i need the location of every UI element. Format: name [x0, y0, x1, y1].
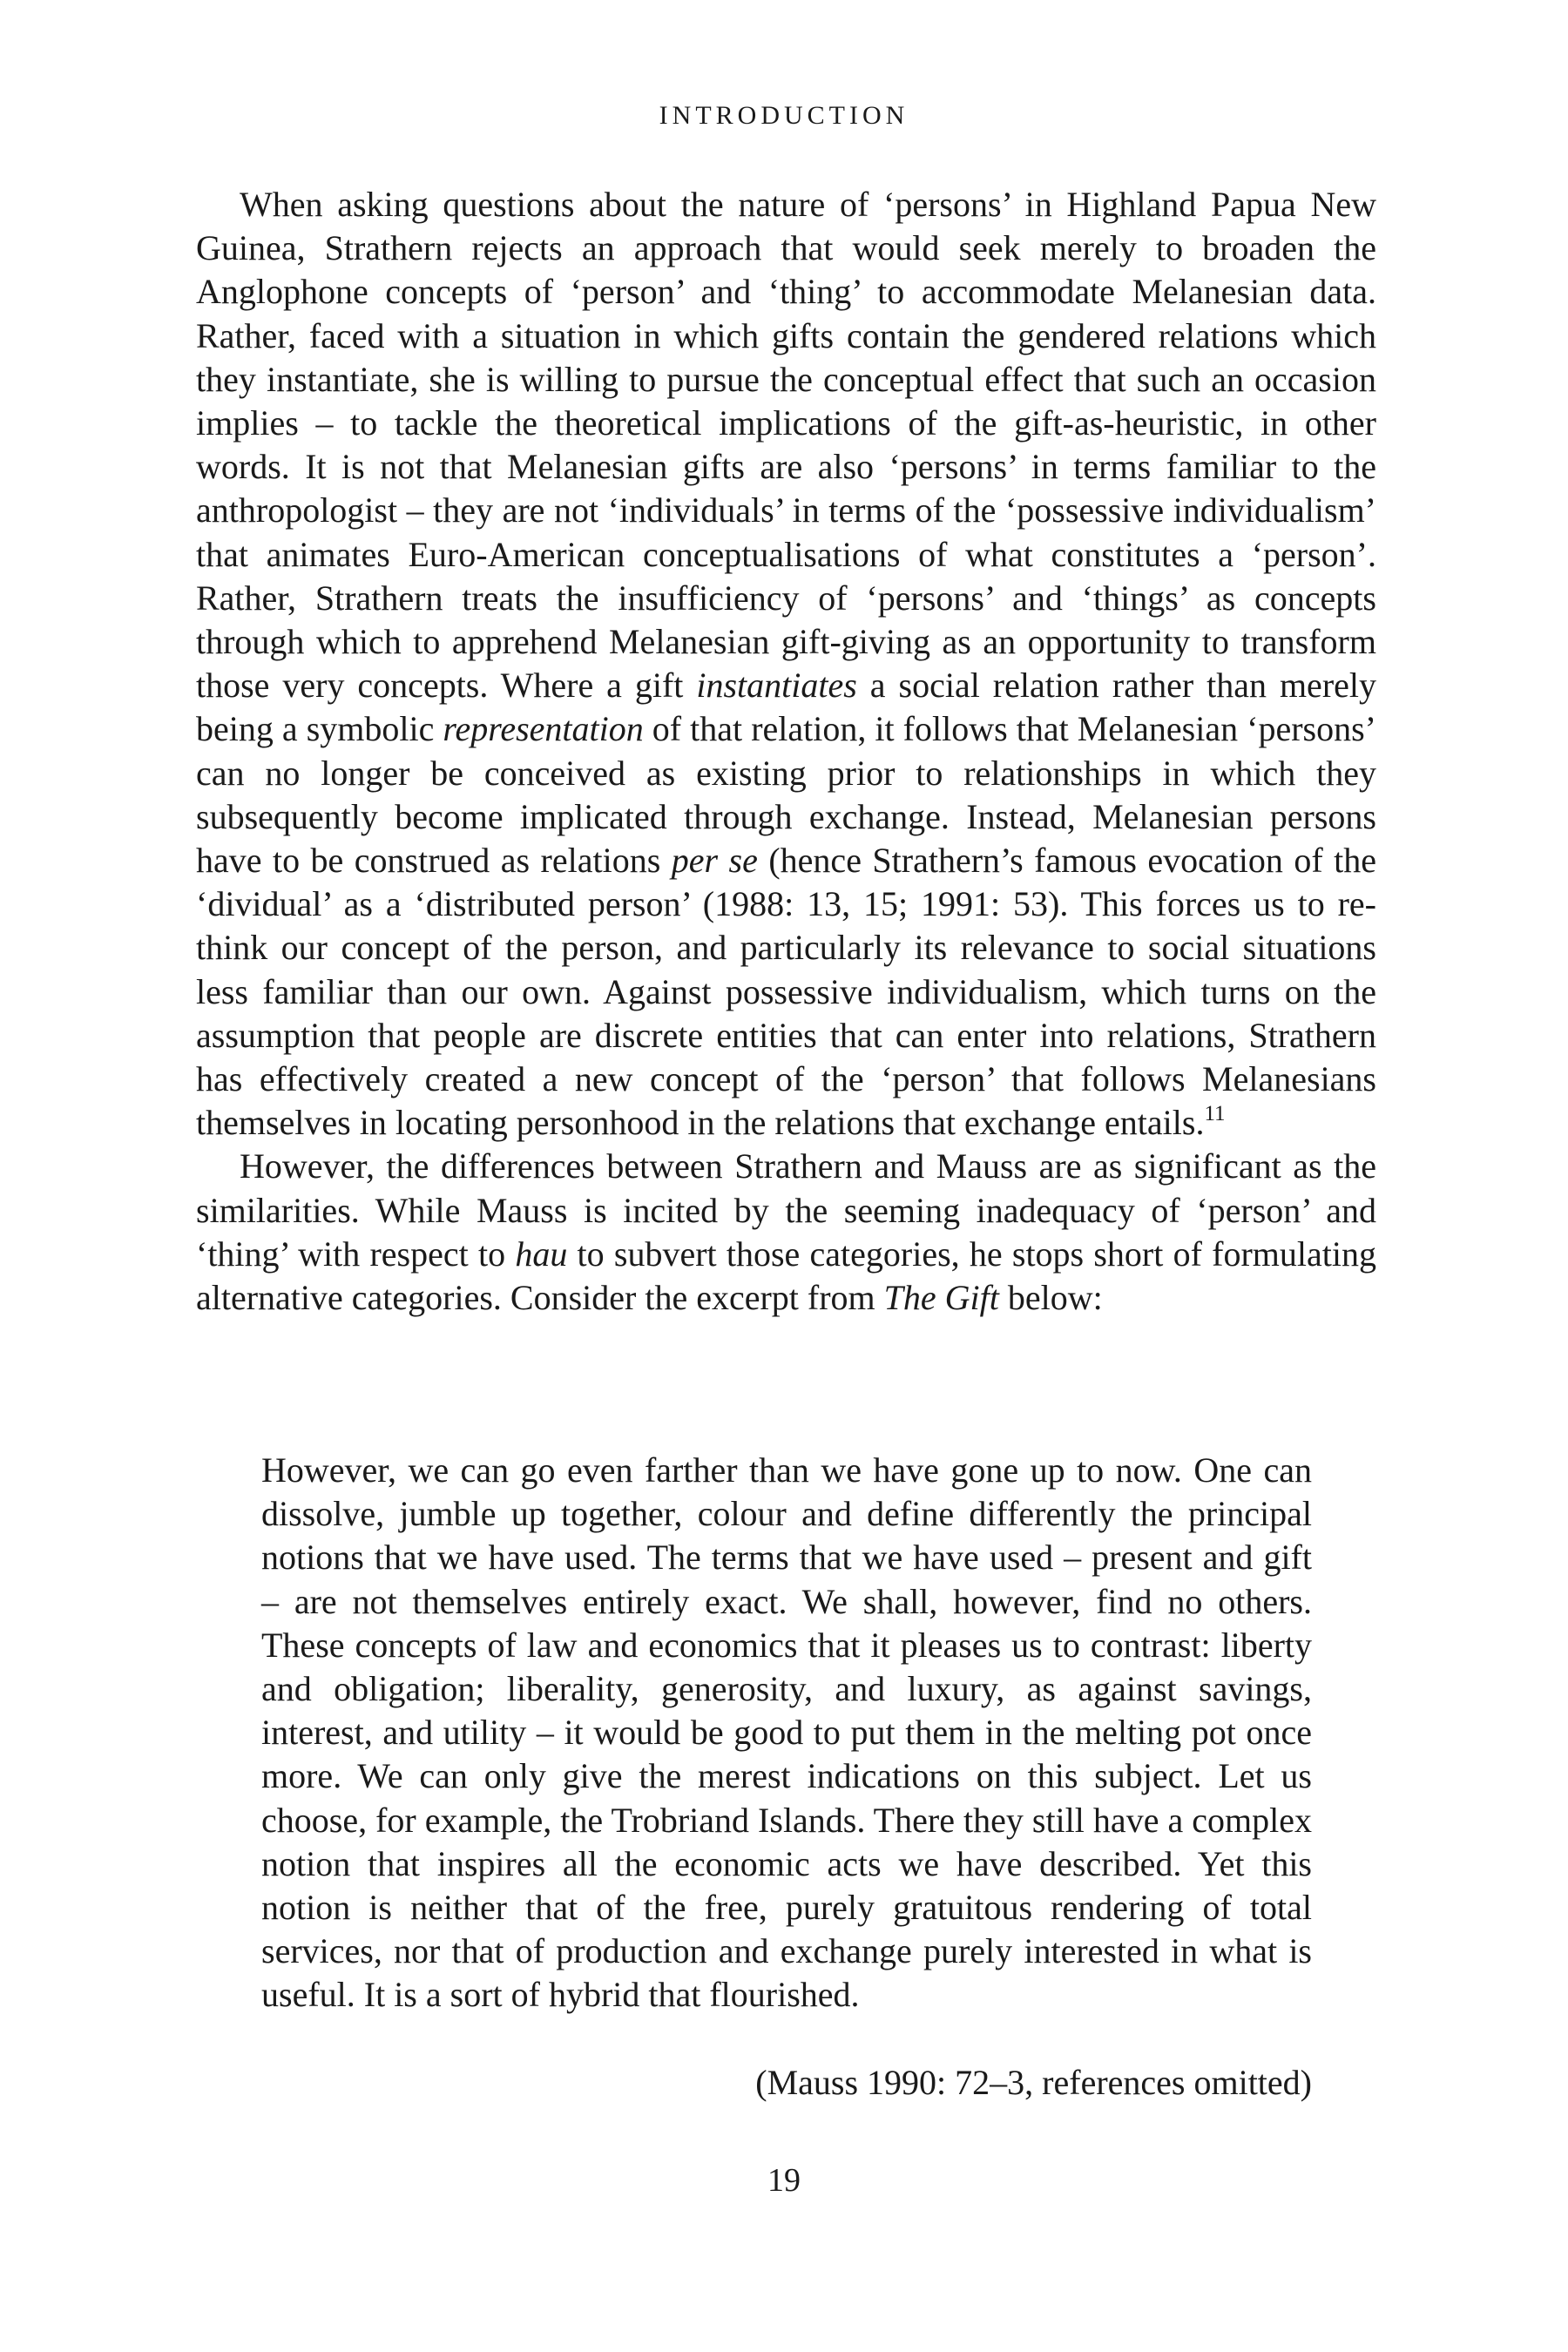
paragraph-text: a social relation rather than merely being a symbolic	[196, 666, 1376, 749]
paragraph-text: of that relation, it follows that Melanesian ‘persons’ can no longer be conceived as existing prior to relationships in which they subsequently become implicated through exchange. Instead, Melanesian persons have to be construed as relations	[196, 709, 1377, 881]
body-text	[196, 183, 1376, 1320]
quote-citation: (Mauss 1990: 72–3, references omitted)	[755, 2063, 1312, 2102]
paragraph-text: below:	[998, 1278, 1103, 1318]
paragraph-strathern-persons	[196, 183, 1376, 1145]
italic-term: per se	[671, 841, 758, 881]
paragraph-text: to subvert those categories, he stops short of formulating alternative categories. Consider the excerpt from	[196, 1233, 1376, 1318]
italic-term: representation	[443, 709, 644, 749]
footnote-marker[interactable]: 11	[1204, 1102, 1226, 1126]
paragraph-text: However, the differences between Strathern and Mauss are as significant as the similarities. While Mauss is incited by the seeming inadequacy of ‘person’ and ‘thing’ with respect to	[196, 1146, 1376, 1274]
page-number: 19	[767, 2162, 801, 2199]
italic-term: hau	[515, 1233, 568, 1274]
block-quote: However, we can go even farther than we have gone up to now. One can dissolve, jumble up together, colour and define differently the principal notions that we have used. The terms that we have used – present and gift – are not themselves entirely exact. We shall, however, find no others. These concepts of law and economics that it pleases us to contrast: liberty and obligation; liberality, generosity, and luxury, as against savings, interest, and utility – it would be good to put them in the melting pot once more. We can only give the merest indications on this subject. Let us choose, for example, the Trobriand Islands. There they still have a complex notion that inspires all the economic acts we have described. Yet this notion is neither that of the free, purely gratuitous rendering of total services, nor that of production and exchange purely interested in what is useful. It is a sort of hybrid that flourished.	[261, 1450, 1312, 2015]
italic-title: The Gift	[883, 1278, 999, 1318]
paragraph-mauss-differences	[196, 1145, 1376, 1320]
running-head: INTRODUCTION	[659, 101, 909, 130]
paragraph-text: (hence Strathern’s famous evocation of the ‘dividual’ as a ‘distributed person’ (1988: 13, 15; 1991: 53). This forces us to re-think our concept of the person, and particularly its relevance to social situations less familiar than our own. Against possessive individualism, which turns on the assumption that people are discrete entities that can enter into relations, Strathern has effectively created a new concept of the ‘person’ that follows Melanesians themselves in locating personhood in the relations that exchange entails.	[196, 841, 1377, 1143]
paragraph-text: When asking questions about the nature of ‘persons’ in Highland Papua New Guinea, Strathern rejects an approach that would seek merely to broaden the Anglophone concepts of ‘person’ and ‘thing’ to accommodate Melanesian data. Rather, faced with a situation in which gifts contain the gendered relations which they instantiate, she is willing to pursue the conceptual effect that such an occasion implies – to tackle the theoretical implications of the gift-as-heuristic, in other words. It is not that Melanesian gifts are also ‘persons’ in terms familiar to the anthropologist – they are not ‘individuals’ in terms of the ‘possessive individualism’ that animates Euro-American conceptualisations of what constitutes a ‘person’. Rather, Strathern treats the insufficiency of ‘persons’ and ‘things’ as concepts through which to apprehend Melanesian gift-giving as an opportunity to transform those very concepts. Where a gift	[196, 185, 1376, 706]
italic-term: instantiates	[696, 666, 857, 706]
